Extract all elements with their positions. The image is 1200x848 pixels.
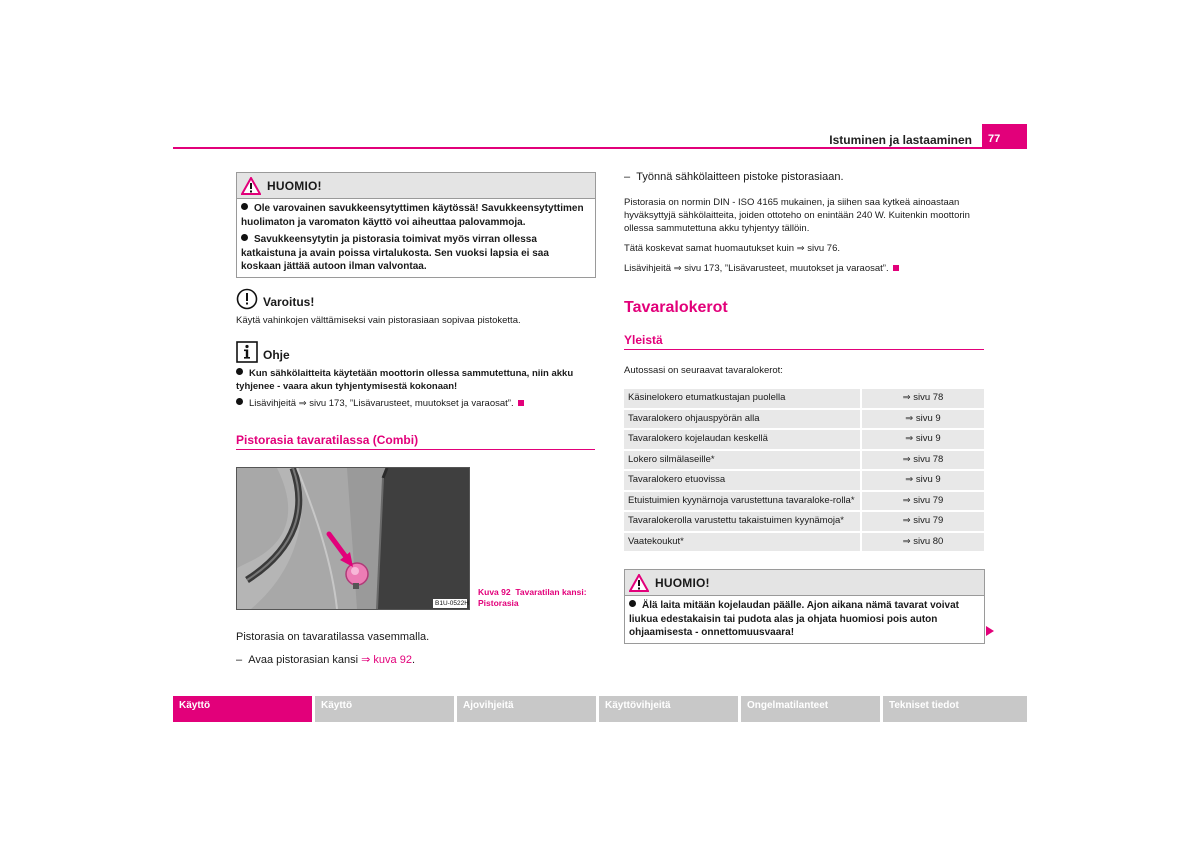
caution-exclamation-icon [236, 288, 258, 310]
section-rule [236, 449, 595, 450]
step-dash: – [624, 171, 637, 183]
section-title-combi-socket: Pistorasia tavaratilassa (Combi) [236, 433, 419, 447]
step-dash: – [236, 654, 249, 666]
caution-text: Käytä vahinkojen välttämiseksi vain pistorasiaan sopivaa pistoketta. [236, 315, 521, 326]
para-same-notes: Tätä koskevat samat huomautukset kuin ⇒ sivu 76. [624, 243, 841, 254]
figure-caption [478, 587, 608, 609]
trunk-socket-illustration [237, 468, 469, 609]
warning-item: Älä laita mitään kojelaudan päälle. Ajon aikana nämä tavarat voivat liukua edestakaisin tai pudota alas ja ohjata huomiosi pois auton ohjaamisesta - onnettomuusvaara! [629, 600, 959, 638]
warning-item: Savukkeensytytin ja pistorasia toimivat myös virran ollessa katkaistuna ja avain poissa virtalukosta. Sen vuoksi lapsia ei saa koskaan jättää autoon ilman valvontaa. [241, 234, 549, 272]
table-intro: Autossasi on seuraavat tavaralokerot: [624, 365, 783, 376]
warning-triangle-icon [629, 574, 649, 592]
caution-title: Varoitus! [263, 295, 315, 309]
figure-caption-text: Tavaratilan kansi: Pistorasia [478, 587, 587, 608]
table-row: Tavaralokero kojelaudan keskellä ⇒ sivu 9 [624, 429, 984, 450]
warning-box-header [237, 173, 595, 199]
table-row: Lokero silmälaseille* ⇒ sivu 78 [624, 450, 984, 471]
header-rule [173, 147, 1027, 149]
continue-arrow-icon[interactable] [986, 626, 994, 636]
warning-title: HUOMIO! [267, 178, 322, 193]
warning-body [237, 199, 595, 277]
note-bold-item: Kun sähkölaitteita käytetään moottorin ollessa sammutettuna, niin akku tyhjenee - vaara akun tyhjentymisestä kokonaan! [236, 368, 574, 392]
tab-tekniset-tiedot[interactable]: Tekniset tiedot [883, 696, 1027, 722]
warning-box-header [625, 570, 984, 596]
step-insert-plug: – Työnnä sähkölaitteen pistoke pistorasiaan. [624, 171, 844, 183]
warning-box-dashboard [624, 569, 985, 644]
end-square-icon [893, 265, 899, 271]
table-row: Tavaralokerolla varustettu takaistuimen kyynämoja* ⇒ sivu 79 [624, 511, 984, 532]
table-row: Etuistuimien kyynärnoja varustettuna tavaraloke-rolla* ⇒ sivu 79 [624, 491, 984, 512]
caution-block [236, 288, 594, 327]
note-item: Lisävihjeitä ⇒ sivu 173, ”Lisävarusteet, muutokset ja varaosat”. [236, 397, 594, 410]
warning-box-cigarette-lighter [236, 172, 596, 278]
warning-item: Ole varovainen savukkeensytyttimen käytössä! Savukkeensytyttimen huolimaton ja varomaton käyttö voi aiheuttaa palovammoja. [241, 203, 584, 228]
table-row: Vaatekoukut* ⇒ sivu 80 [624, 532, 984, 553]
tab-kaytto-active[interactable]: Käyttö [173, 696, 312, 722]
tab-ajovihjeita[interactable]: Ajovihjeitä [457, 696, 596, 722]
para-socket-location: Pistorasia on tavaratilassa vasemmalla. [236, 631, 430, 643]
page-number: 77 [982, 124, 1027, 148]
warning-triangle-icon [241, 177, 261, 195]
step-open-cover: – Avaa pistorasian kansi ⇒ kuva 92. [236, 654, 416, 666]
table-row: Käsinelokero etumatkustajan puolella ⇒ sivu 78 [624, 389, 984, 409]
bullet-icon [236, 368, 243, 375]
tab-ongelmatilanteet[interactable]: Ongelmatilanteet [741, 696, 880, 722]
bullet-icon [241, 234, 248, 241]
para-din-standard: Pistorasia on normin DIN - ISO 4165 mukainen, ja siihen saa kytkeä ainoastaan hyväksyttyjä sähkölaitteita, joiden ottoteho on enintään 240 W. Kuitenkin moottorin ollessa sammutettuna akku tyhjentyy tällöin. [624, 197, 970, 234]
chapter-title: Tavaralokerot [624, 299, 728, 316]
warning-title: HUOMIO! [655, 575, 710, 590]
warning-body [625, 596, 984, 643]
section-rule [624, 349, 984, 350]
table-row: Tavaralokero ohjauspyörän alla ⇒ sivu 9 [624, 409, 984, 430]
info-note-icon [236, 341, 258, 363]
section-title-general: Yleistä [624, 333, 663, 347]
figure-code: B1U-0522H [435, 600, 469, 607]
figure-caption-number: Kuva 92 [478, 587, 511, 597]
end-square-icon [518, 400, 524, 406]
storage-compartments-table [624, 389, 984, 553]
running-header-title: Istuminen ja lastaaminen [829, 133, 972, 147]
bullet-icon [241, 203, 248, 210]
note-block [236, 341, 594, 410]
note-title: Ohje [263, 348, 290, 362]
bullet-icon [629, 600, 636, 607]
tab-kayttovihjeita[interactable]: Käyttövihjeitä [599, 696, 738, 722]
figure-trunk-socket [236, 467, 470, 610]
tab-kaytto[interactable]: Käyttö [315, 696, 454, 722]
figure-link[interactable]: ⇒ kuva 92 [361, 654, 412, 666]
bullet-icon [236, 398, 243, 405]
table-row: Tavaralokero etuovissa ⇒ sivu 9 [624, 470, 984, 491]
para-more-tips: Lisävihjeitä ⇒ sivu 173, ”Lisävarusteet, muutokset ja varaosat”. [624, 262, 980, 275]
